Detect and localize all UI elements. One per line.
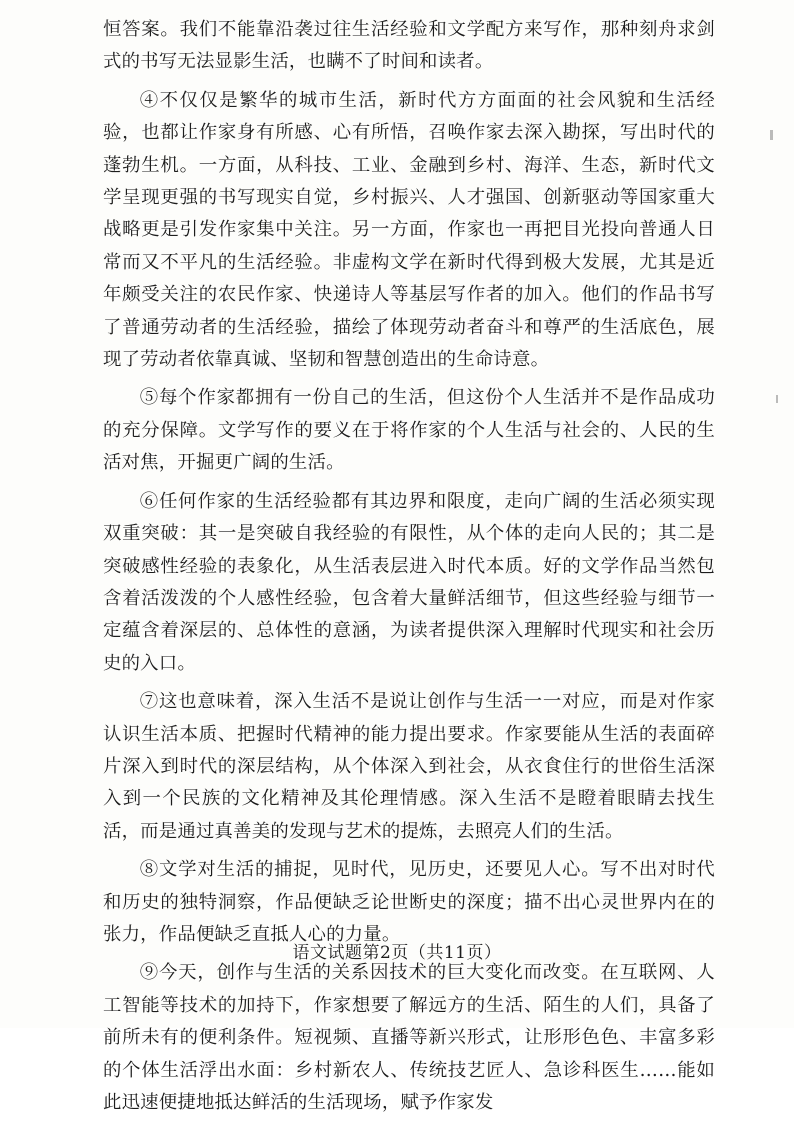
paragraph-1: 恒答案。我们不能靠沿袭过往生活经验和文学配方来写作，那种刻舟求剑式的书写无法显影生活，也瞒不了时间和读者。 (103, 19, 715, 73)
paragraph-9: ⑨今天，创作与生活的关系因技术的巨大变化而改变。在互联网、人工智能等技术的加持下，作家想要了解远方的生活、陌生的人们，具备了前所未有的便利条件。短视频、直播等新兴形式，让形形色色、丰富多彩的个体生活浮出水面：乡村新农人、传统技艺匠人、急诊科医生……能如此迅速便捷地抵达鲜活的生活现场，赋予作家发 (103, 962, 715, 1113)
paragraph-7: ⑦这也意味着，深入生活不是说让创作与生活一一对应，而是对作家认识生活本质、把握时代精神的能力提出要求。作家要能从生活的表面碎片深入到时代的深层结构，从个体深入到社会，从衣食住行的世俗生活深入到一个民族的文化精神及其伦理情感。深入生活不是瞪着眼睛去找生活，而是通过真善美的发现与艺术的提炼，去照亮人们的生活。 (103, 691, 715, 842)
page-footer: 语文试题第2页（共11页） (292, 943, 502, 963)
paragraph-5: ⑤每个作家都拥有一份自己的生活，但这份个人生活并不是作品成功的充分保障。文学写作的要义在于将作家的个人生活与社会的、人民的生活对焦，开掘更广阔的生活。 (103, 387, 715, 474)
scan-speck (776, 395, 778, 403)
paragraph-8: ⑧文学对生活的捕捉，见时代，见历史，还要见人心。写不出对时代和历史的独特洞察，作品便缺乏论世断史的深度；描不出心灵世界内在的张力，作品便缺乏直抵人心的力量。 (103, 859, 715, 945)
scan-speck (770, 130, 773, 140)
paragraph-6: ⑥任何作家的生活经验都有其边界和限度，走向广阔的生活必须实现双重突破：其一是突破自我经验的有限性，从个体的走向人民的；其二是突破感性经验的表象化，从生活表层进入时代本质。好的文学作品当然包含着活泼泼的个人感性经验，包含着大量鲜活细节，但这些经验与细节一定蕴含着深层的、总体性的意涵，为读者提供深入理解时代现实和社会历史的入口。 (103, 490, 715, 674)
paragraph-4: ④不仅仅是繁华的城市生活，新时代方方面面的社会风貌和生活经验，也都让作家身有所感、心有所悟，召唤作家去深入勘探，写出时代的蓬勃生机。一方面，从科技、工业、金融到乡村、海洋、生态，新时代文学呈现更强的书写现实自觉，乡村振兴、人才强国、创新驱动等国家重大战略更是引发作家集中关注。另一方面，作家也一再把目光投向普通人日常而又不平凡的生活经验。非虚构文学在新时代得到极大发展，尤其是近年颇受关注的农民作家、快递诗人等基层写作者的加入。他们的作品书写了普通劳动者的生活经验，描绘了体现劳动者奋斗和尊严的生活底色，展现了劳动者依靠真诚、坚韧和智慧创造出的生命诗意。 (103, 89, 715, 371)
